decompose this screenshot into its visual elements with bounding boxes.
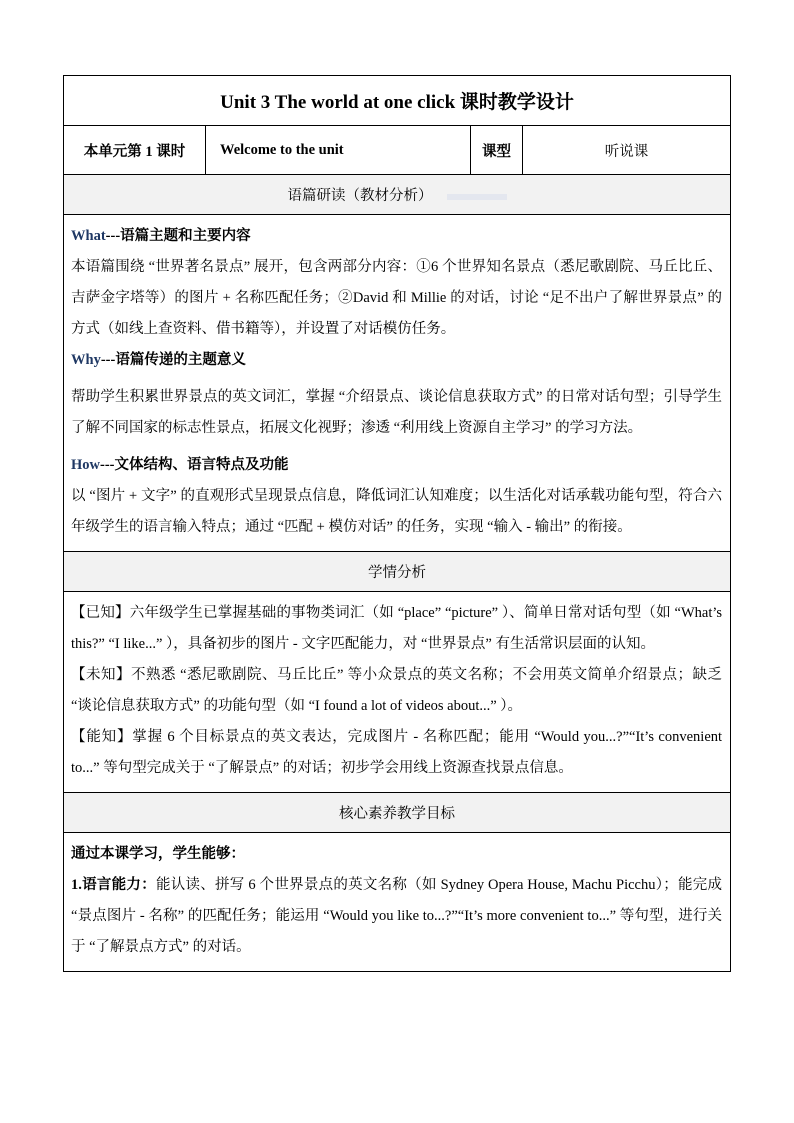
section-header-learner-analysis: 学情分析 xyxy=(64,552,731,592)
how-paragraph: 以 “图片 + 文字” 的直观形式呈现景点信息，降低词汇认知难度；以生活化对话承载功能句型，符合六年级学生的语言输入特点；通过 “匹配 + 模仿对话” 的任务，实现 “输入 - 输出” 的衔接。 xyxy=(71,488,723,535)
what-heading-text: ---语篇主题和主要内容 xyxy=(105,228,251,244)
lesson-plan-table xyxy=(63,75,731,972)
lesson-meta-row xyxy=(64,126,731,175)
known-paragraph xyxy=(71,598,722,660)
goal-1-text: 能认读、拼写 6 个世界景点的英文名称（如 Sydney Opera House, Machu Picchu）；能完成 “景点图片 - 名称” 的匹配任务；能运用 “Would you like to...?”“It’s more convenient to...” 等句型，进行关于 “了解景点方式” 的对话。 xyxy=(71,877,723,955)
teaching-goals-content xyxy=(64,833,731,972)
faint-watermark-mark xyxy=(447,194,507,200)
section-header-text-analysis xyxy=(64,175,731,215)
lesson-number-label: 本单元第 1 课时 xyxy=(64,126,206,175)
section-header-teaching-goals: 核心素养教学目标 xyxy=(64,793,731,833)
what-heading xyxy=(71,221,722,252)
able-text: 掌握 6 个目标景点的英文表达，完成图片 - 名称匹配；能用 “Would you...?”“It’s convenient to...” 等句型完成关于 “了解景点” 的对话；初步学会用线上资源查找景点信息。 xyxy=(71,729,723,776)
learner-analysis-content xyxy=(64,592,731,793)
unknown-text: 不熟悉 “悉尼歌剧院、马丘比丘” 等小众景点的英文名称；不会用英文简单介绍景点；缺乏 “谈论信息获取方式” 的功能句型（如 “I found a lot of videos about...” ）。 xyxy=(71,667,723,714)
unknown-paragraph xyxy=(71,660,722,722)
what-paragraph: 本语篇围绕 “世界著名景点” 展开，包含两部分内容：①6 个世界知名景点（悉尼歌剧院、马丘比丘、吉萨金字塔等）的图片 + 名称匹配任务；②David 和 Millie 的对话，讨论 “足不出户了解世界景点” 的方式（如线上查资料、借书籍等），并设置了对话模仿任务。 xyxy=(71,259,723,337)
document-title: Unit 3 The world at one click 课时教学设计 xyxy=(64,76,731,126)
what-key: What xyxy=(71,228,106,244)
why-key: Why xyxy=(71,352,101,368)
how-key: How xyxy=(71,457,100,473)
lesson-type-value: 听说课 xyxy=(523,126,731,175)
lesson-plan-document xyxy=(63,75,730,972)
section-header-label: 语篇研读（教材分析） xyxy=(287,188,433,204)
goal-1-paragraph xyxy=(71,870,722,963)
able-label: 【能知】 xyxy=(71,729,133,745)
goal-1-label: 1.语言能力： xyxy=(71,877,156,893)
known-label: 【已知】 xyxy=(71,605,130,621)
how-heading-text: ---文体结构、语言特点及功能 xyxy=(100,457,289,473)
text-analysis-content xyxy=(64,215,731,552)
how-heading xyxy=(71,450,722,481)
why-paragraph: 帮助学生积累世界景点的英文词汇，掌握 “介绍景点、谈论信息获取方式” 的日常对话句型；引导学生了解不同国家的标志性景点，拓展文化视野；渗透 “利用线上资源自主学习” 的学习方法。 xyxy=(71,389,723,436)
goals-intro: 通过本课学习，学生能够： xyxy=(71,846,245,862)
known-text: 六年级学生已掌握基础的事物类词汇（如 “place” “picture” ）、简单日常对话句型（如 “What’s this?” “I like...” ），具备初步的图片 - 文字匹配能力，对 “世界景点” 有生活常识层面的认知。 xyxy=(71,605,723,652)
why-heading-text: ---语篇传递的主题意义 xyxy=(100,352,246,368)
lesson-topic: Welcome to the unit xyxy=(206,126,471,175)
lesson-type-label: 课型 xyxy=(471,126,523,175)
unknown-label: 【未知】 xyxy=(71,667,131,683)
able-paragraph xyxy=(71,722,722,784)
why-heading xyxy=(71,345,722,376)
